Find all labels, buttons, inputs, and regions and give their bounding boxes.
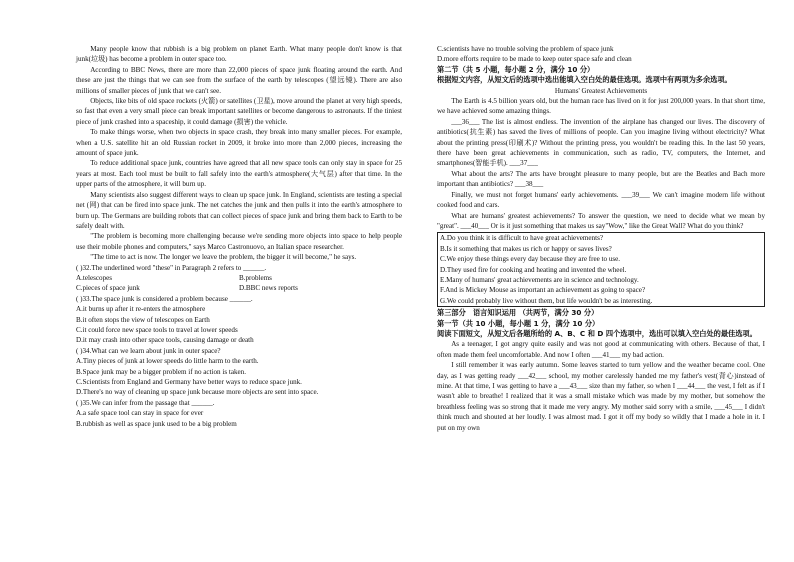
option-b: B.Space junk may be a bigger problem if no action is taken.: [76, 367, 247, 376]
passage-paragraph: ___36___ The list is almost endless. The invention of the airplane has changed our lives. The discovery of antibiotics(抗生素) has saved the lives of millions of people. Can you imagine living without electricity? What about the printing press(印刷术)? Without the printing press, you wouldn't be reading this. In the last 50 years, there have been great achievements in communication, such as radio, TV, computers, the Internet, and smartphones(智能手机). ___37___: [437, 117, 765, 168]
option-a: A.telescopes: [76, 273, 113, 282]
option-c: C.pieces of space junk: [76, 284, 140, 293]
option-g: G.We could probably live without them, but life wouldn't be as interesting.: [440, 296, 653, 305]
option-b: B.rubbish as well as space junk used to be a big problem: [76, 419, 237, 428]
option-d: D.it may crash into other space tools, causing damage or death: [76, 336, 254, 345]
question-35: ( )35.We can infer from the passage that ______.: [76, 398, 215, 407]
option-d: D.BBC news reports: [239, 284, 298, 293]
passage-paragraph: "The time to act is now. The longer we leave the problem, the bigger it will become," he says.: [90, 253, 357, 262]
section-instructions: 阅读下面短文，从短文后各题所给的 A、B、C 和 D 四个选项中，选出可以填入空白处的最佳选项。: [437, 328, 757, 338]
passage-paragraph: Many people know that rubbish is a big problem on planet Earth. What many people don't know is that junk(垃圾) has become a problem in outer space too.: [76, 45, 402, 64]
passage-paragraph: To make things worse, when two objects in space crash, they break into many smaller pieces. For example, when a U.S. satellite hit an old Russian rocket in 2009, it broke into more than 2,000 pieces, increasing the amount of space junk.: [76, 128, 402, 158]
passage-paragraph: What are humans' greatest achievements? To answer the question, we need to decide what we mean by "great". ___40___ Or is it just something that makes us say"Wow," like the Great Wall? What do you think?: [437, 211, 765, 230]
option-c: C.Scientists from England and Germany have better ways to reduce space junk.: [76, 378, 302, 386]
passage-paragraph: To reduce additional space junk, countries have agreed that all new space tools can only stay in space for 25 years at most. Each tool must be built to fall safely into the earth's atmosphere(大气层) after that time. In the upper parts of the atmosphere, it will burn up.: [76, 159, 402, 189]
question-32-options-row2: [76, 283, 402, 293]
question-34: ( )34.What can we learn about junk in outer space?: [76, 346, 221, 355]
passage-paragraph: Many scientists also suggest different ways to clean up space junk. In England, scientists are testing a special net (网) that can be fired into space junk. The net catches the junk and then pulls it into the earth's atmosphere to burn up. The Germans are building robots that can collect pieces of space junk and bring them back to Earth to be safely dealt with.: [76, 190, 402, 230]
option-d: D.There's no way of cleaning up space junk because more objects are sent into space.: [76, 388, 319, 397]
passage-paragraph: Finally, we must not forget humans' early achievements. ___39___ We can't imagine modern life without cooked food and cars.: [437, 190, 765, 210]
right-column: [437, 44, 765, 433]
passage-paragraph: I still remember it was early autumn. Some leaves started to turn yellow and the weather became cool. One day, as I was getting ready ___42___ school, my mother carelessly handed me my father's vest(背心)instead of mine. At that time, I was getting to have a ___43___ size than my father, so when I ___44___ the vest, I felt as if I wasn't able to breathe! I realized that it was a small mistake which was made by my mother, but somehow the breathless feeling was so strong that it made me very angry. My mother said sorry with a smile, ___45___ I didn't think much and shouted at her loudly. I was almost mad. I got it off my body so wildly that I made a hole in it. I put on my own: [437, 361, 765, 432]
passage-paragraph: As a teenager, I got angry quite easily and was not good at communicating with others. Because of that, I often made them feel uncomfortable. And now I often ___41___ my bad action.: [437, 340, 765, 359]
left-column: [76, 44, 402, 429]
question-33: ( )33.The space junk is considered a problem because ______.: [76, 294, 253, 303]
option-b: B.Is it something that makes us rich or happy or saves lives?: [440, 244, 612, 253]
option-a: A.Tiny pieces of junk at lower speeds do little harm to the earth.: [76, 357, 259, 366]
option-f: F.And is Mickey Mouse as important an achievement as going to space?: [440, 286, 646, 295]
passage-title: Humans' Greatest Achievements: [554, 86, 648, 95]
passage-paragraph: "The problem is becoming more challenging because we're sending more objects into space to help people use their mobile phones and computers," says Marco Castronuovo, an Italian space researcher.: [76, 232, 402, 251]
option-c: C.scientists have no trouble solving the problem of space junk: [437, 45, 614, 53]
passage-paragraph: According to BBC News, there are more than 22,000 pieces of space junk floating around the earth. And these are just the things that we can see from the surface of the earth by telescopes (望远镜). There are also millions of smaller pieces of junk that we can't see.: [76, 65, 402, 95]
option-b: B.problems: [239, 273, 272, 282]
options-box: [437, 232, 765, 307]
passage-paragraph: Objects, like bits of old space rockets (火箭) or satellites (卫星), move around the planet at very high speeds, so fast that even a very small piece can break important satellites or become dangerous to astronauts. If the tiniest piece of junk crashed into a spaceship, it could damage (损害) the vehicle.: [76, 97, 402, 126]
option-a: A.a safe space tool can stay in space for ever: [76, 409, 204, 418]
question-32: ( )32.The underlined word "these" in Paragraph 2 refers to ______.: [76, 263, 267, 272]
option-c: C.We enjoy these things every day because they are free to use.: [440, 255, 621, 264]
question-32-options-row1: [76, 273, 402, 283]
section-title: 第一节（共 10 小题，每小题 1 分，满分 10 分）: [437, 318, 600, 328]
passage-paragraph: What about the arts? The arts have brought pleasure to many people, but are the Beatles and Bach more important than antibiotics? ___38___: [437, 169, 765, 189]
option-a: A.Do you think it is difficult to have great achievements?: [440, 234, 603, 243]
option-b: B.it often stops the view of telescopes on Earth: [76, 315, 210, 324]
option-e: E.Many of humans' great achievements are in science and technology.: [440, 275, 639, 284]
part-title: 第三部分 语言知识运用 （共两节，满分 30 分）: [437, 308, 599, 318]
option-a: A.it burns up after it re-enters the atmosphere: [76, 305, 206, 314]
option-c: C.it could force new space tools to travel at lower speeds: [76, 325, 238, 334]
passage-paragraph: The Earth is 4.5 billion years old, but the human race has lived on it for just 200,000 years. In that short time, we have achieved some amazing things.: [437, 97, 765, 116]
option-d: D.more efforts require to be made to keep outer space safe and clean: [437, 55, 632, 64]
section-instructions: 根据短文内容，从短文后的选项中选出能填入空白处的最佳选项。选项中有两项为多余选项。: [437, 75, 732, 85]
section-title: 第二节（共 5 小题，每小题 2 分，满分 10 分）: [437, 64, 595, 74]
option-d: D.They used fire for cooking and heating and invented the wheel.: [440, 265, 627, 274]
